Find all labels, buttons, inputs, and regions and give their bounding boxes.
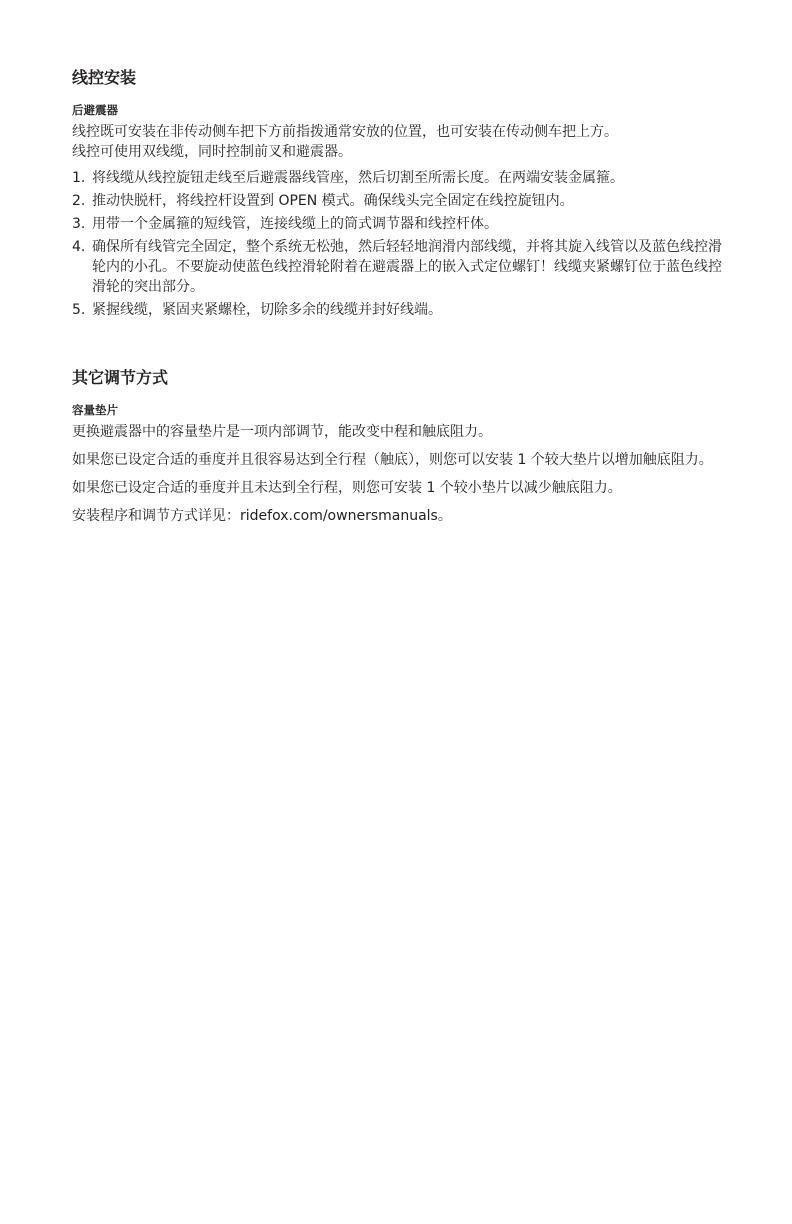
list-item <box>72 237 724 297</box>
step-number: 1. <box>72 170 86 186</box>
spacer-paragraph-1: 更换避震器中的容量垫片是一项内部调节，能改变中程和触底阻力。 <box>72 424 492 440</box>
step-number: 5. <box>72 302 86 318</box>
section-title-cable-install: 线控安装 <box>72 68 137 87</box>
step-text: 将线缆从线控旋钮走线至后避震器线管座，然后切割至所需长度。在两端安装金属箍。 <box>92 170 624 186</box>
spacer-paragraph-2: 如果您已设定合适的垂度并且很容易达到全行程（触底），则您可以安装 1 个较大垫片以增加触底阻力。 <box>72 452 713 468</box>
step-number: 3. <box>72 216 86 232</box>
other-adjustments-section <box>72 366 724 526</box>
list-item <box>72 168 724 188</box>
subsection-title-volume-spacers: 容量垫片 <box>72 403 118 417</box>
step-text: 确保所有线管完全固定，整个系统无松弛，然后轻轻地润滑内部线缆，并将其旋入线管以及蓝色线控滑轮内的小孔。不要旋动使蓝色线控滑轮附着在避震器上的嵌入式定位螺钉！线缆夹紧螺钉位于蓝色线控滑轮的突出部分。 <box>92 239 722 295</box>
manual-page <box>72 66 724 534</box>
list-item <box>72 191 724 211</box>
step-text: 紧握线缆，紧固夹紧螺栓，切除多余的线缆并封好线端。 <box>92 302 442 318</box>
section-title-other-adjustments: 其它调节方式 <box>72 368 169 387</box>
cable-install-section <box>72 66 724 320</box>
intro-paragraph-line-2: 线控可使用双线缆，同时控制前叉和避震器。 <box>72 144 352 160</box>
step-text: 用带一个金属箍的短线管，连接线缆上的筒式调节器和线控杆体。 <box>92 216 498 232</box>
install-steps-list <box>72 168 724 320</box>
step-number: 2. <box>72 193 86 209</box>
list-item <box>72 214 724 234</box>
subsection-title-rear-shock: 后避震器 <box>72 103 118 117</box>
step-number: 4. <box>72 239 86 255</box>
spacer-paragraph-3: 如果您已设定合适的垂度并且未达到全行程，则您可安装 1 个较小垫片以减少触底阻力。 <box>72 480 622 496</box>
list-item <box>72 300 724 320</box>
step-text: 推动快脱杆，将线控杆设置到 OPEN 模式。确保线头完全固定在线控旋钮内。 <box>92 193 574 209</box>
intro-paragraph-line-1: 线控既可安装在非传动侧车把下方前指拨通常安放的位置，也可安装在传动侧车把上方。 <box>72 124 618 140</box>
spacer-paragraph-4: 安装程序和调节方式详见：ridefox.com/ownersmanuals。 <box>72 508 452 524</box>
